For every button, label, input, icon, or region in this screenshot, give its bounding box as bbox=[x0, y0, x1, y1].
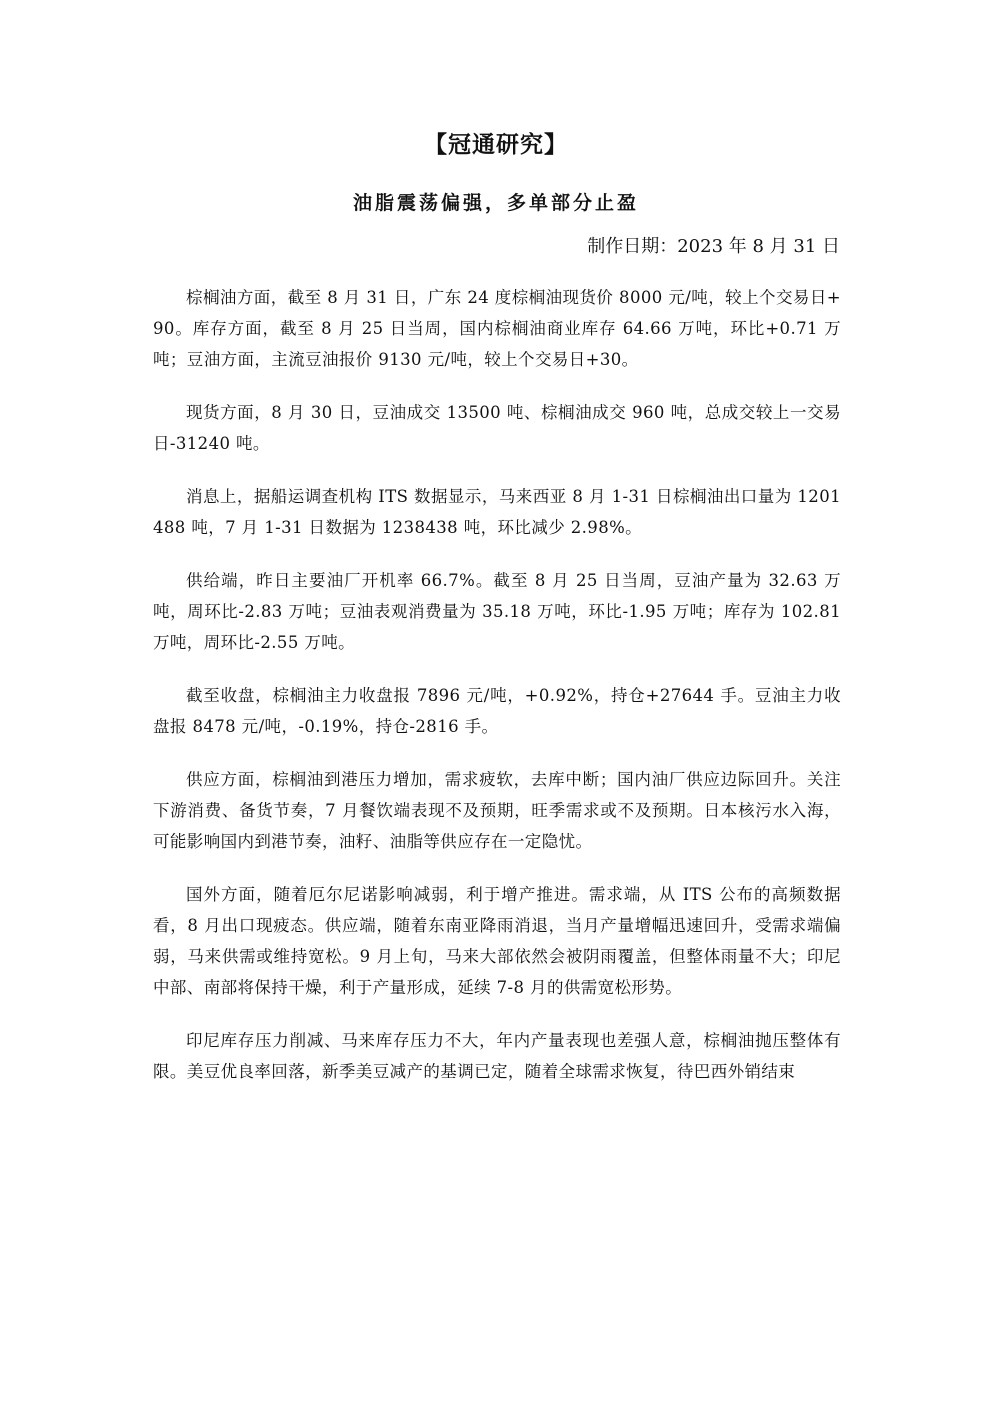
report-body bbox=[153, 282, 841, 1109]
paragraph-inventory-outlook: 印尼库存压力削减、马来库存压力不大，年内产量表现也差强人意，棕榈油抛压整体有限。美豆优良率回落，新季美豆减产的基调已定，随着全球需求恢复，待巴西外销结束 bbox=[153, 1031, 841, 1081]
paragraph-palm-oil-spot: 棕榈油方面，截至 8 月 31 日，广东 24 度棕榈油现货价 8000 元/吨，较上个交易日+90。库存方面，截至 8 月 25 日当周，国内棕榈油商业库存 64.66 万吨，环比+0.71 万吨；豆油方面，主流豆油报价 9130 元/吨，较上个交易日+30。 bbox=[153, 288, 841, 369]
paragraph-supply-side: 供给端，昨日主要油厂开机率 66.7%。截至 8 月 25 日当周，豆油产量为 32.63 万吨，周环比-2.83 万吨；豆油表观消费量为 35.18 万吨，环比-1.95 万吨；库存为 102.81 万吨，周环比-2.55 万吨。 bbox=[153, 571, 841, 652]
paragraph-spot-trading: 现货方面，8 月 30 日，豆油成交 13500 吨、棕榈油成交 960 吨，总成交较上一交易日-31240 吨。 bbox=[153, 403, 841, 453]
report-series-title: 【冠通研究】 bbox=[424, 131, 568, 158]
paragraph-export-news: 消息上，据船运调查机构 ITS 数据显示，马来西亚 8 月 1-31 日棕榈油出口量为 1201488 吨，7 月 1-31 日数据为 1238438 吨，环比减少 2.98%。 bbox=[153, 487, 841, 537]
report-date-label: 制作日期： bbox=[587, 236, 678, 257]
paragraph-closing-prices: 截至收盘，棕榈油主力收盘报 7896 元/吨，+0.92%，持仓+27644 手。豆油主力收盘报 8478 元/吨，-0.19%，持仓-2816 手。 bbox=[153, 686, 841, 736]
paragraph-overseas: 国外方面，随着厄尔尼诺影响减弱，利于增产推进。需求端，从 ITS 公布的高频数据看，8 月出口现疲态。供应端，随着东南亚降雨消退，当月产量增幅迅速回升，受需求端偏弱，马来供需或维持宽松。9 月上旬，马来大部依然会被阴雨覆盖，但整体雨量不大；印尼中部、南部将保持干燥，利于产量形成，延续 7-8 月的供需宽松形势。 bbox=[153, 885, 841, 997]
report-date-value: 2023 年 8 月 31 日 bbox=[677, 236, 840, 257]
report-date bbox=[587, 232, 840, 258]
report-headline: 油脂震荡偏强，多单部分止盈 bbox=[352, 192, 639, 214]
paragraph-domestic-supply: 供应方面，棕榈油到港压力增加，需求疲软，去库中断；国内油厂供应边际回升。关注下游消费、备货节奏，7 月餐饮端表现不及预期，旺季需求或不及预期。日本核污水入海，可能影响国内到港节奏，油籽、油脂等供应存在一定隐忧。 bbox=[153, 770, 841, 851]
